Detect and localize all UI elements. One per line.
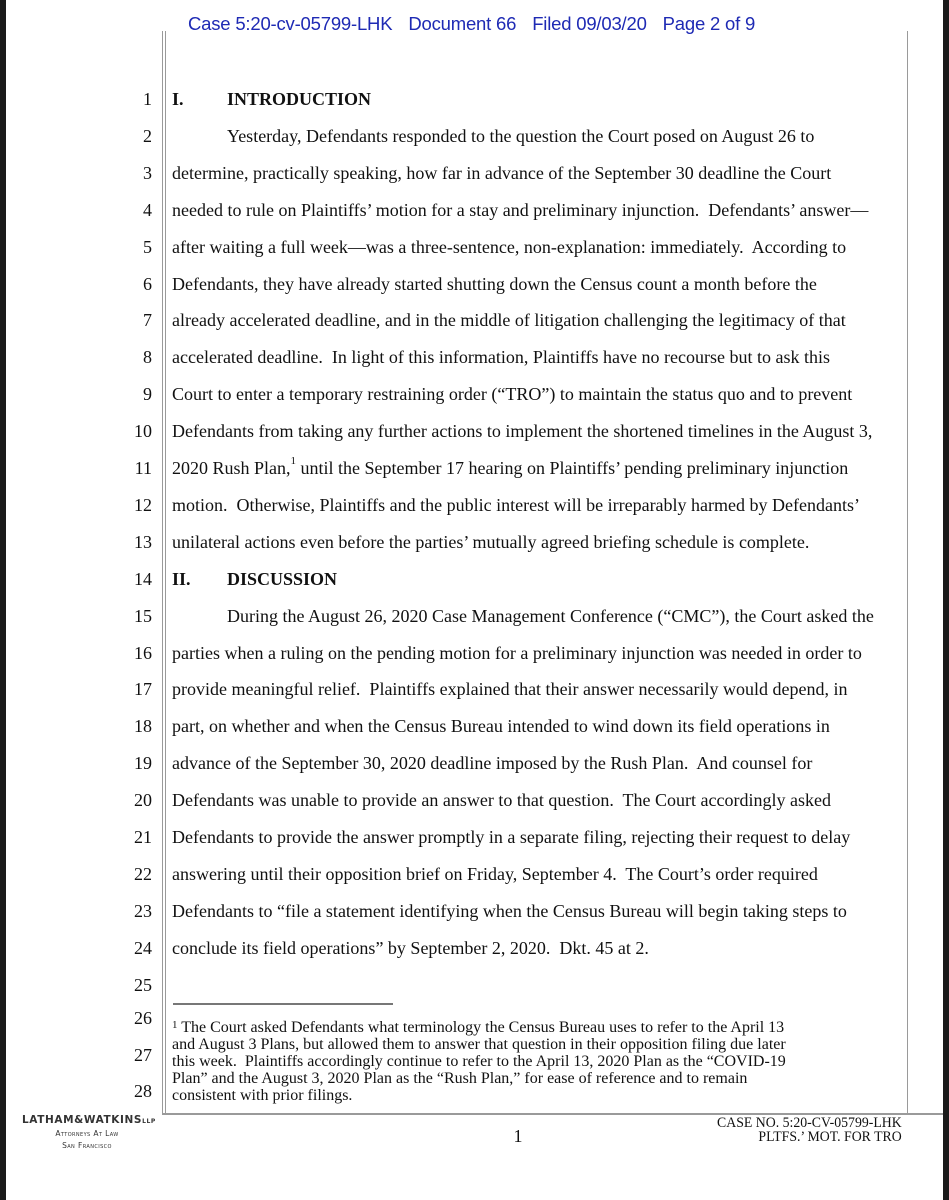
body-line: Court to enter a temporary restraining order (“TRO”) to maintain the status quo and to prevent	[172, 384, 853, 405]
firm-tagline: Attorneys At Law	[55, 1129, 119, 1138]
ecf-page-count: Page 2 of 9	[662, 13, 756, 34]
body-line: parties when a ruling on the pending motion for a preliminary injunction was needed in order to	[172, 642, 862, 663]
section-number: II.	[172, 568, 191, 589]
body-line: accelerated deadline. In light of this information, Plaintiffs have no recourse but to ask this	[172, 347, 830, 368]
line-number: 10	[134, 421, 152, 442]
line-number: 27	[134, 1045, 152, 1065]
line-number: 16	[134, 642, 152, 663]
line-number: 22	[134, 863, 152, 884]
line-number: 17	[134, 679, 152, 700]
body-line: Defendants was unable to provide an answer to that question. The Court accordingly asked	[172, 790, 831, 811]
body-line: Defendants from taking any further actions to implement the shortened timelines in the August 3,	[172, 421, 873, 442]
body-line: already accelerated deadline, and in the middle of litigation challenging the legitimacy of that	[172, 310, 846, 331]
body-line: Yesterday, Defendants responded to the question the Court posed on August 26 to	[227, 125, 815, 146]
firm-name: LATHAM&WATKINS	[22, 1114, 143, 1126]
section-title: INTRODUCTION	[227, 89, 372, 109]
footnote-reference[interactable]: 1	[290, 455, 297, 467]
body-line: Defendants to “file a statement identifying when the Census Bureau will begin taking steps to	[172, 900, 847, 921]
line-number: 28	[134, 1081, 152, 1101]
line-number: 13	[134, 531, 152, 552]
body-line: motion. Otherwise, Plaintiffs and the public interest will be irreparably harmed by Defendants’	[172, 494, 860, 515]
line-number: 11	[134, 458, 152, 478]
line-number: 26	[134, 1008, 152, 1028]
body-line: Defendants, they have already started shutting down the Census count a month before the	[172, 273, 817, 294]
footer-document-title: PLTFS.’ MOT. FOR TRO	[758, 1129, 902, 1145]
line-number: 15	[134, 605, 152, 626]
left-margin-double-rule	[162, 31, 166, 1115]
case-footer	[717, 1116, 902, 1144]
body-line: part, on whether and when the Census Bureau intended to wind down its field operations in	[172, 716, 830, 737]
body-line: provide meaningful relief. Plaintiffs explained that their answer necessarily would depend, in	[172, 679, 848, 700]
line-number: 12	[134, 494, 152, 515]
section-number: I.	[172, 89, 184, 109]
line-number: 20	[134, 790, 152, 811]
firm-logo	[22, 1114, 156, 1150]
body-line: advance of the September 30, 2020 deadline imposed by the Rush Plan. And counsel for	[172, 753, 813, 774]
body-line: During the August 26, 2020 Case Management Conference (“CMC”), the Court asked the	[227, 605, 874, 626]
body-line: after waiting a full week—was a three-sentence, non-explanation: immediately. According to	[172, 236, 847, 257]
line-number: 7	[143, 310, 152, 331]
body-line: Defendants to provide the answer promptly in a separate filing, rejecting their request to delay	[172, 827, 851, 847]
section-title: DISCUSSION	[227, 568, 338, 589]
ecf-filed-date: Filed 09/03/20	[532, 13, 647, 34]
body-line: answering until their opposition brief on Friday, September 4. The Court’s order required	[172, 863, 818, 884]
line-number: 3	[143, 162, 152, 183]
footnote-line: consistent with prior filings.	[172, 1087, 353, 1104]
footnote-line: Plan” and the August 3, 2020 Plan as the “Rush Plan,” for ease of reference and to remain	[172, 1070, 748, 1087]
line-number: 25	[134, 974, 152, 995]
page-number: 1	[513, 1126, 523, 1146]
section-heading-discussion	[172, 569, 337, 590]
line-number: 2	[143, 125, 152, 146]
body-line: conclude its field operations” by September 2, 2020. Dkt. 45 at 2.	[172, 937, 649, 958]
firm-city: San Francisco	[62, 1141, 112, 1150]
right-margin-rule	[907, 31, 908, 1115]
line-number: 4	[143, 199, 152, 220]
footnote	[172, 1019, 902, 1104]
line-number: 14	[134, 568, 152, 589]
footnote-line: $^1$ The Court asked Defendants what terminology the Census Bureau uses to refer to the April 13	[172, 1019, 785, 1036]
body-line: needed to rule on Plaintiffs’ motion for a stay and preliminary injunction. Defendants’ answer—	[172, 199, 869, 220]
document-page	[6, 0, 943, 1200]
line-number: 5	[143, 236, 152, 257]
line-number: 1	[143, 89, 152, 109]
footnote-line: this week. Plaintiffs accordingly continue to refer to the April 13, 2020 Plan as the “COVID-19	[172, 1053, 786, 1070]
body-line: 2020 Rush Plan,$^1$ until the September 17 hearing on Plaintiffs’ pending preliminary injunction	[172, 455, 849, 478]
footer-case-number: CASE NO. 5:20-CV-05799-LHK	[717, 1115, 902, 1131]
line-number: 24	[134, 937, 152, 958]
line-number: 9	[143, 384, 152, 405]
line-number: 21	[134, 827, 152, 847]
ecf-case-number: Case 5:20-cv-05799-LHK	[188, 13, 393, 34]
footnote-separator	[173, 1003, 393, 1005]
section-heading-introduction	[172, 89, 371, 110]
body-line: unilateral actions even before the parties’ mutually agreed briefing schedule is complete.	[172, 531, 810, 552]
line-number: 19	[134, 753, 152, 774]
footnote-marker: 1	[172, 1019, 178, 1031]
body-line: determine, practically speaking, how far in advance of the September 30 deadline the Court	[172, 162, 832, 183]
footnote-line: and August 3 Plans, but allowed them to answer that question in their opposition filing due later	[172, 1036, 786, 1053]
ecf-header	[188, 13, 771, 35]
line-number: 8	[143, 347, 152, 368]
line-number: 23	[134, 900, 152, 921]
firm-suffix: LLP	[142, 1118, 156, 1125]
ecf-document-number: Document 66	[408, 13, 517, 34]
line-number: 6	[143, 273, 152, 294]
line-number: 18	[134, 716, 152, 737]
